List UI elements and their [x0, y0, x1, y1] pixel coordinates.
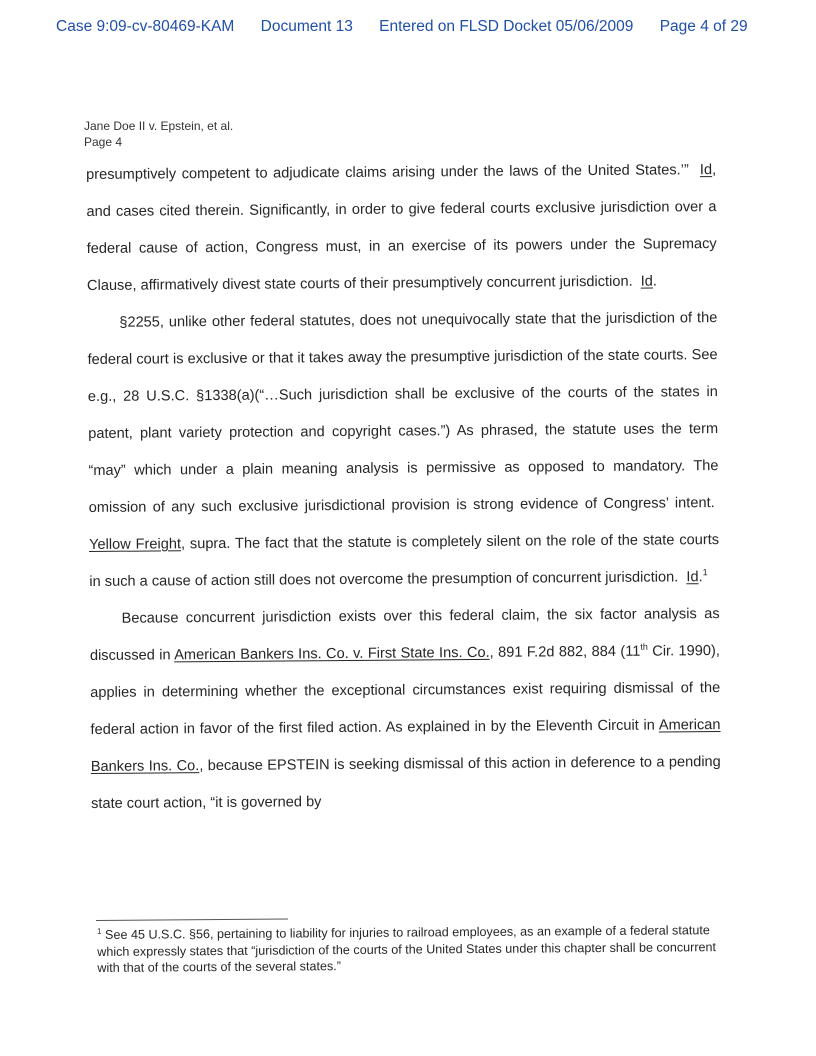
paragraph-1: presumptively competent to adjudicate claims arising under the laws of the United States.’” Id, and cases cited therein. Significantly, in order to give federal courts exclusive jurisdiction over a federal cause of action, Congress must, in an exercise of its powers under the Supremacy Clause, affirmatively divest state courts of their presumptively concurrent jurisdiction. Id. — [86, 162, 717, 294]
page-number: Page 4 of 29 — [659, 18, 748, 35]
docket-header — [56, 18, 748, 36]
caption-title: Jane Doe II v. Epstein, et al. — [84, 119, 234, 133]
footnote-divider — [96, 918, 288, 921]
citation-id: Id — [699, 162, 713, 179]
docket-entry: Entered on FLSD Docket 05/06/2009 — [379, 18, 634, 35]
citation-id: Id — [686, 569, 699, 586]
citation-american-bankers-short: American Bankers Ins. Co. — [90, 717, 721, 775]
document-body — [86, 152, 721, 823]
footnote-1 — [97, 922, 717, 976]
citation-id: Id — [640, 273, 653, 290]
citation-american-bankers: American Bankers Ins. Co. v. First State Ins. Co. — [174, 644, 490, 664]
footnote-number: 1 — [96, 926, 102, 936]
case-number: Case 9:09-cv-80469-KAM — [56, 18, 235, 35]
paragraph-3: Because concurrent jurisdiction exists over this federal claim, the six factor analysis as discussed in American Bankers Ins. Co. v. First State Ins. Co., 891 F.2d 882, 884 (11th Cir. 1990), applies in determining whether the exceptional circumstances exist requiring dismissal of the federal action in favor of the first filed action. As explained in by the Eleventh Circuit in American Bankers Ins. Co., because EPSTEIN is seeking dismissal of this action in deference to a pending state court action, “it is governed by — [89, 606, 721, 812]
document-number: Document 13 — [260, 18, 353, 35]
paragraph-2: §2255, unlike other federal statutes, does not unequivocally state that the jurisdiction of the federal court is exclusive or that it takes away the presumptive jurisdiction of the state courts. See e.g., 28 U.S.C. §1338(a)(“…Such jurisdiction shall be exclusive of the courts of the states in patent, plant variety protection and copyright cases.”) As phrased, the statute uses the term “may” which under a plain meaning analysis is permissive as opposed to mandatory. The omission of any such exclusive jurisdictional provision is strong evidence of Congress’ intent. Yellow Freight, supra. The fact that the statute is completely silent on the role of the state courts in such a cause of action still does not overcome the presumption of concurrent jurisdiction. Id.$^1$ — [87, 310, 720, 590]
citation-yellow-freight: Yellow Freight — [88, 536, 182, 553]
case-caption — [84, 118, 233, 150]
footnote-reference: 1 — [702, 567, 708, 578]
caption-page: Page 4 — [84, 135, 123, 149]
footnote-text: See 45 U.S.C. §56, pertaining to liability for injuries to railroad employees, as an example of a federal statute which expressly states that “jurisdiction of the courts of the United States under this chapter shall be concurrent with that of the courts of the several states.” — [97, 923, 717, 975]
